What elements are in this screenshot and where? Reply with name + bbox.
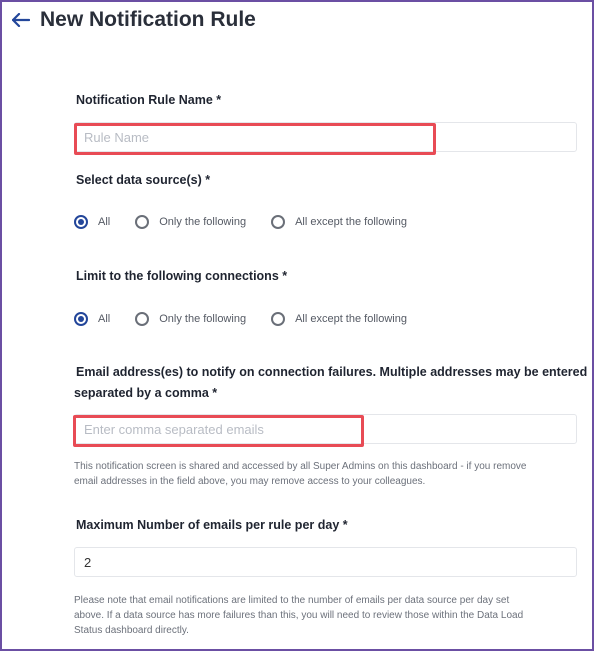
radio-label: All except the following	[295, 313, 407, 325]
email-help-text	[74, 459, 579, 489]
radio-unchecked-icon	[271, 215, 285, 229]
connections-radio-group	[74, 312, 432, 326]
radio-checked-icon	[74, 215, 88, 229]
page-header	[10, 8, 256, 32]
page-title: New Notification Rule	[40, 8, 256, 31]
arrow-left-icon	[12, 13, 30, 27]
data-source-option-except[interactable]	[271, 215, 407, 229]
back-button[interactable]	[10, 9, 32, 31]
connections-option-only[interactable]	[135, 312, 246, 326]
email-help-line: email addresses in the field above, you may remove access to your colleagues.	[74, 476, 426, 487]
max-emails-help-line: Please note that email notifications are limited to the number of emails per data source per day set	[74, 595, 510, 606]
radio-label: All except the following	[295, 216, 407, 228]
max-emails-help-text	[74, 593, 579, 638]
email-label-line2: separated by a comma *	[74, 386, 218, 400]
max-emails-label: Maximum Number of emails per rule per day *	[76, 518, 348, 532]
data-source-radio-group	[74, 215, 432, 229]
connections-label: Limit to the following connections *	[76, 269, 288, 283]
radio-label: Only the following	[159, 216, 247, 228]
max-emails-help-line: Status dashboard directly.	[74, 625, 189, 636]
data-source-option-all[interactable]	[74, 215, 110, 229]
radio-label: Only the following	[159, 313, 247, 325]
max-emails-input[interactable]	[74, 547, 577, 577]
radio-label: All	[98, 313, 111, 325]
data-source-option-only[interactable]	[135, 215, 246, 229]
rule-name-input[interactable]	[74, 122, 577, 152]
max-emails-help-line: above. If a data source has more failures than this, you will need to review those within the Data Load	[74, 610, 524, 621]
radio-label: All	[98, 216, 111, 228]
radio-checked-icon	[74, 312, 88, 326]
data-source-label: Select data source(s) *	[76, 173, 211, 187]
radio-unchecked-icon	[135, 215, 149, 229]
connections-option-except[interactable]	[271, 312, 407, 326]
radio-unchecked-icon	[271, 312, 285, 326]
rule-name-label: Notification Rule Name *	[76, 93, 222, 107]
email-label-line1: Email address(es) to notify on connection failures. Multiple addresses may be entered	[76, 365, 588, 379]
radio-unchecked-icon	[135, 312, 149, 326]
email-input[interactable]	[74, 414, 577, 444]
email-help-line: This notification screen is shared and accessed by all Super Admins on this dashboard - if you remove	[74, 461, 527, 472]
connections-option-all[interactable]	[74, 312, 110, 326]
